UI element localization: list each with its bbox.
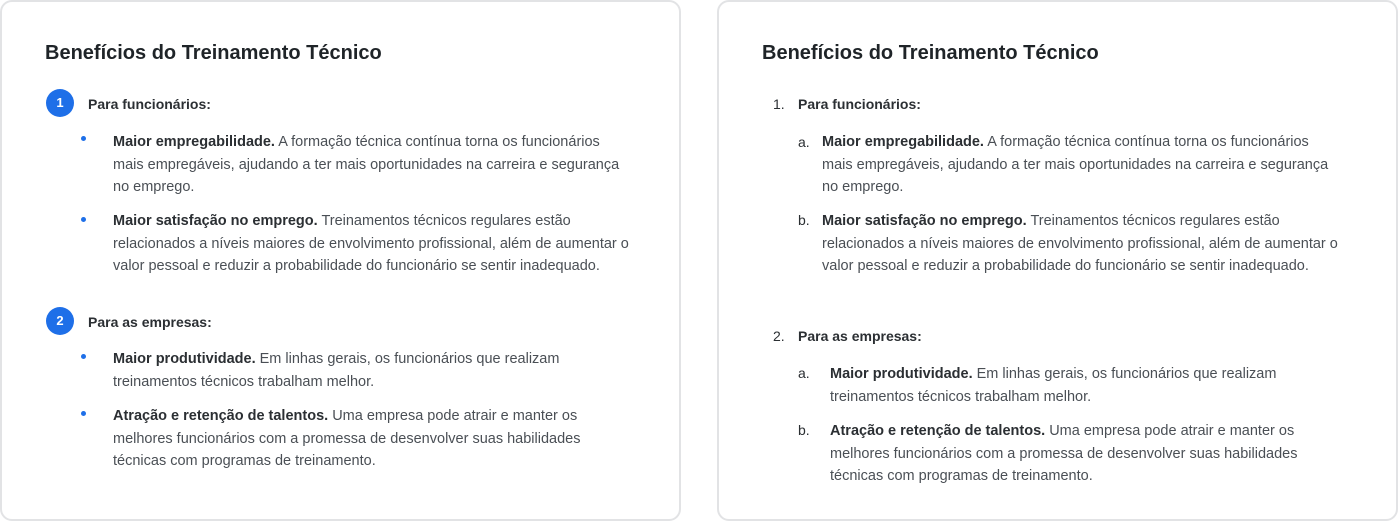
bullet-dot [81,411,86,416]
item-description: A formação técnica contínua torna os funcionários mais empregáveis, ajudando a ter mais oportunidades na carreira e segurança no emprego. [113,134,620,195]
section-heading-companies: Para as empresas: [88,314,212,330]
step-badge-2: 2 [46,307,74,335]
section-number-1: 1. [773,96,785,112]
list-item [113,210,633,278]
step-badge-1: 1 [46,89,74,117]
item-description: Em linhas gerais, os funcionários que realizam treinamentos técnicos trabalham melhor. [830,366,1277,405]
item-bold-lead: Maior produtividade. [113,351,256,367]
item-bold-lead: Maior empregabilidade. [113,134,275,150]
item-letter: b. [798,212,810,228]
item-letter: a. [798,365,810,381]
section-number-2: 2. [773,328,785,344]
item-bold-lead: Maior empregabilidade. [822,134,984,150]
list-item [830,363,1350,408]
item-letter: a. [798,134,810,150]
card-title: Benefícios do Treinamento Técnico [762,42,1099,64]
benefits-card-bulleted [0,0,681,521]
item-bold-lead: Atração e retenção de talentos. [113,408,329,424]
card-title: Benefícios do Treinamento Técnico [45,42,382,64]
item-letter: b. [798,422,810,438]
item-description: Uma empresa pode atrair e manter os melhores funcionários com a promessa de desenvolver suas habilidades técnicas com programas de treinamento. [830,423,1298,484]
item-bold-lead: Maior produtividade. [830,366,973,382]
bullet-dot [81,354,86,359]
list-item [822,210,1342,278]
item-description: Uma empresa pode atrair e manter os melhores funcionários com a promessa de desenvolver suas habilidades técnicas com programas de treinamento. [113,408,581,469]
section-heading-companies: Para as empresas: [798,328,922,344]
section-heading-employees: Para funcionários: [88,96,211,112]
item-bold-lead: Atração e retenção de talentos. [830,423,1046,439]
bullet-dot [81,136,86,141]
benefits-card-numbered [717,0,1398,521]
item-description: Em linhas gerais, os funcionários que realizam treinamentos técnicos trabalham melhor. [113,351,560,390]
item-description: Treinamentos técnicos regulares estão relacionados a níveis maiores de envolvimento profissional, além de aumentar o valor pessoal e reduzir a probabilidade do funcionário se sentir inadequado. [822,213,1338,274]
item-bold-lead: Maior satisfação no emprego. [822,213,1027,229]
list-item [830,420,1350,488]
item-description: Treinamentos técnicos regulares estão relacionados a níveis maiores de envolvimento profissional, além de aumentar o valor pessoal e reduzir a probabilidade do funcionário se sentir inadequado. [113,213,629,274]
section-heading-employees: Para funcionários: [798,96,921,112]
list-item [822,131,1342,199]
bullet-dot [81,217,86,222]
list-item [113,131,633,199]
list-item [113,405,633,473]
item-bold-lead: Maior satisfação no emprego. [113,213,318,229]
item-description: A formação técnica contínua torna os funcionários mais empregáveis, ajudando a ter mais oportunidades na carreira e segurança no emprego. [822,134,1329,195]
list-item [113,348,633,393]
